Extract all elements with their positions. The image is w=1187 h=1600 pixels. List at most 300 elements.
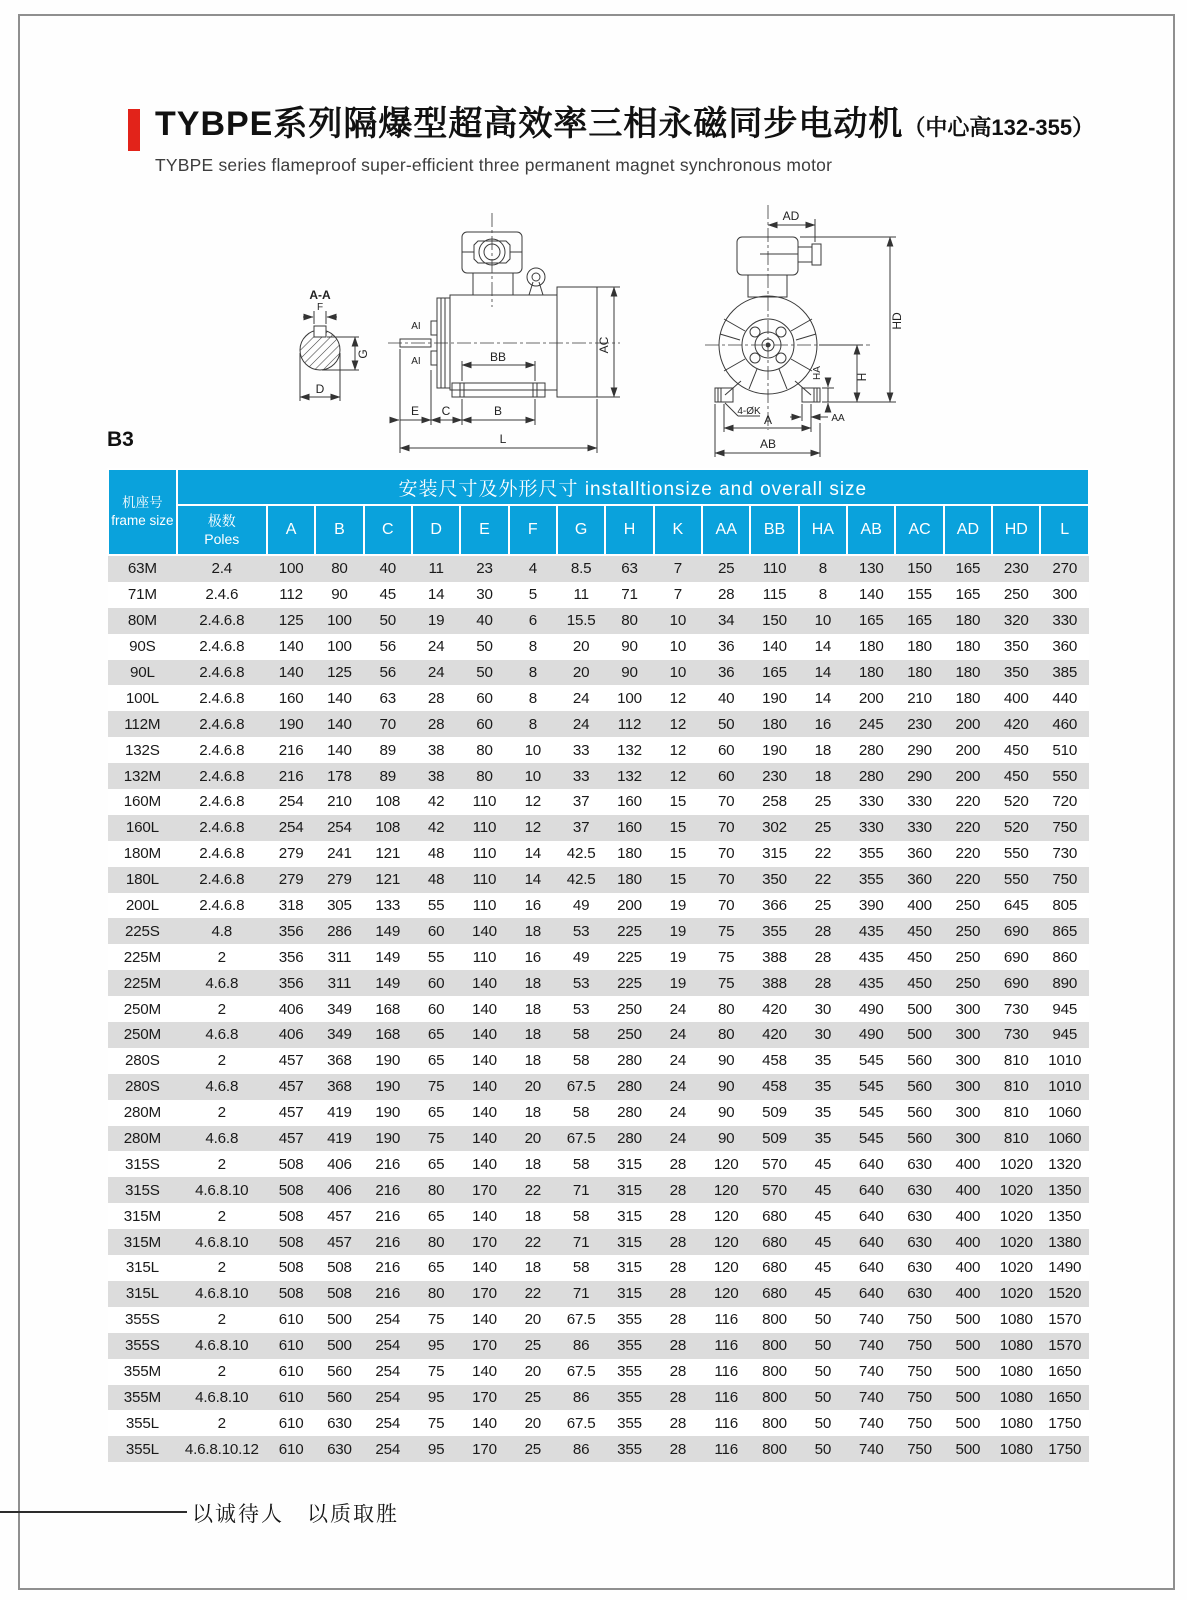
table-cell: 149 [375, 922, 401, 940]
table-cell: 805 [1052, 897, 1078, 915]
table-cell: 400 [955, 1285, 981, 1303]
table-cell: 2.4.6.8 [199, 845, 245, 863]
table-cell: 100 [327, 638, 352, 656]
table-row [108, 841, 1089, 867]
table-cell: 2.4.6.8 [199, 871, 245, 889]
table-cell: 28 [669, 1181, 687, 1199]
table-row [108, 555, 1089, 582]
table-cell: 67.5 [566, 1130, 596, 1148]
table-cell: 457 [278, 1052, 304, 1070]
table-cell: 18 [524, 1000, 542, 1018]
dim-4K-label: 4-ØK [737, 406, 761, 417]
table-cell: 63 [379, 689, 397, 707]
table-cell: 86 [572, 1440, 590, 1458]
table-cell: 48 [427, 871, 445, 889]
table-cell: 500 [955, 1414, 981, 1432]
table-cell: 90 [717, 1052, 735, 1070]
table-cell: 200L [125, 897, 159, 915]
table-cell: 865 [1052, 922, 1078, 940]
table-cell: 71 [572, 1285, 590, 1303]
table-cell: 58 [572, 1207, 590, 1225]
table-cell: 14 [524, 845, 542, 863]
table-cell: 165 [858, 612, 884, 630]
shaft-section-view [300, 288, 370, 401]
table-cell: 22 [524, 1181, 542, 1199]
table-cell: 356 [278, 974, 304, 992]
dim-AA-label: AA [831, 413, 845, 424]
page-subtitle: TYBPE series flameproof super-efficient three permanent magnet synchronous motor [155, 155, 833, 175]
table-cell: 165 [907, 612, 932, 630]
table-cell: 33 [572, 741, 590, 759]
table-cell: 140 [327, 689, 352, 707]
table-cell: 28 [814, 974, 832, 992]
table-cell: 120 [713, 1155, 739, 1173]
table-cell: 65 [427, 1207, 445, 1225]
table-cell: 132 [617, 741, 642, 759]
mounting-code-label: B3 [107, 428, 134, 451]
table-cell: 24 [427, 664, 445, 681]
table-row [108, 1333, 1089, 1359]
table-cell: 22 [524, 1233, 542, 1251]
table-cell: 22 [814, 845, 832, 863]
table-cell: 40 [379, 560, 397, 578]
table-cell: 11 [428, 560, 444, 578]
table-cell: 140 [278, 638, 304, 656]
table-cell: 1570 [1048, 1311, 1082, 1329]
table-cell: 28 [669, 1388, 687, 1406]
table-cell: 30 [814, 1026, 832, 1044]
column-header: K [654, 505, 702, 555]
table-row [108, 918, 1089, 944]
table-cell: 53 [572, 974, 590, 992]
table-cell: 450 [907, 922, 932, 940]
table-cell: 18 [524, 1155, 542, 1173]
table-cell: 2 [217, 1207, 226, 1225]
table-cell: 24 [669, 1026, 687, 1044]
table-cell: 53 [572, 922, 590, 940]
table-row [108, 789, 1089, 815]
table-cell: 460 [1052, 715, 1078, 733]
table-cell: 19 [669, 922, 687, 940]
table-cell: 730 [1003, 1026, 1029, 1044]
table-cell: 560 [907, 1104, 932, 1122]
table-cell: 4.6.8 [205, 1026, 239, 1044]
table-cell: 457 [278, 1130, 304, 1148]
table-cell: 302 [762, 819, 787, 837]
table-row [108, 1048, 1089, 1074]
table-cell: 190 [278, 715, 304, 733]
table-row [108, 763, 1089, 789]
table-cell: 349 [327, 1026, 352, 1044]
table-cell: 18 [524, 1259, 542, 1277]
table-cell: 406 [327, 1155, 352, 1173]
table-cell: 112 [617, 715, 642, 733]
table-cell: 2.4.6.8 [199, 793, 245, 811]
table-cell: 24 [427, 638, 445, 656]
table-cell: 24 [669, 1130, 687, 1148]
table-cell: 12 [669, 715, 687, 733]
table-cell: 89 [379, 741, 397, 759]
poles-header-en: Poles [204, 531, 240, 547]
table-cell: 610 [278, 1311, 304, 1329]
table-cell: 311 [327, 948, 352, 966]
table-cell: 80 [717, 1000, 735, 1018]
table-cell: 30 [814, 1000, 832, 1018]
table-cell: 490 [858, 1026, 884, 1044]
table-cell: 500 [955, 1337, 981, 1355]
table-cell: 24 [669, 1078, 687, 1096]
table-cell: 60 [427, 974, 445, 992]
table-cell: 800 [762, 1440, 787, 1458]
table-cell: 120 [713, 1285, 739, 1303]
table-cell: 630 [907, 1285, 932, 1303]
table-cell: 110 [472, 845, 497, 863]
table-cell: 315L [125, 1259, 159, 1277]
table-cell: 180 [907, 664, 932, 681]
table-cell: 509 [762, 1104, 787, 1122]
table-cell: 225 [617, 922, 642, 940]
table-cell: 750 [1052, 819, 1078, 837]
table-cell: 20 [524, 1414, 542, 1432]
table-cell: 180M [123, 845, 161, 863]
table-cell: 37 [572, 819, 590, 837]
dim-D-label: D [315, 382, 325, 396]
table-cell: 318 [278, 897, 304, 915]
table-cell: 300 [955, 1130, 981, 1148]
table-cell: 1750 [1048, 1440, 1082, 1458]
table-cell: 90 [621, 664, 638, 681]
table-cell: 216 [278, 741, 304, 759]
dim-G-label: G [356, 349, 370, 359]
table-cell: 810 [1003, 1078, 1029, 1096]
table-cell: 65 [427, 1052, 445, 1070]
table-cell: 2.4.6.8 [199, 612, 245, 630]
table-cell: 60 [427, 1000, 445, 1018]
table-cell: 40 [476, 612, 493, 630]
table-cell: 315M [123, 1207, 161, 1225]
table-cell: 220 [955, 819, 981, 837]
table-cell: 435 [858, 922, 884, 940]
table-cell: 45 [814, 1259, 832, 1277]
table-cell: 25 [524, 1337, 542, 1355]
table-cell: 640 [858, 1259, 884, 1277]
table-cell: 50 [379, 612, 397, 630]
table-cell: 1020 [999, 1207, 1033, 1225]
table-cell: 180 [858, 664, 884, 681]
table-cell: 280S [125, 1052, 160, 1070]
table-row [108, 1074, 1089, 1100]
table-cell: 50 [814, 1440, 832, 1458]
table-cell: 120 [713, 1181, 739, 1199]
table-cell: 690 [1003, 974, 1029, 992]
table-cell: 1750 [1048, 1414, 1082, 1432]
table-cell: 400 [1003, 689, 1029, 707]
table-cell: 280 [858, 767, 884, 785]
dimension-table [107, 468, 1090, 1462]
table-cell: 640 [858, 1207, 884, 1225]
table-cell: 112 [279, 586, 303, 604]
poles-header [177, 505, 267, 555]
table-cell: 14 [814, 689, 832, 707]
table-cell: 680 [762, 1207, 787, 1225]
table-cell: 120 [713, 1259, 739, 1277]
dim-HD-label: HD [890, 312, 904, 330]
dim-AB-label: AB [759, 437, 777, 451]
table-row [108, 582, 1089, 608]
table-cell: 110 [762, 560, 787, 578]
dim-E-label: E [410, 404, 420, 418]
table-cell: 50 [476, 638, 493, 656]
table-row [108, 1126, 1089, 1152]
table-cell: 18 [524, 974, 542, 992]
table-cell: 50 [814, 1311, 832, 1329]
table-cell: 63 [621, 560, 638, 578]
table-cell: 25 [717, 560, 735, 578]
table-cell: 4.8 [211, 922, 233, 940]
table-cell: 28 [427, 689, 445, 707]
table-row [108, 1151, 1089, 1177]
table-cell: 1350 [1048, 1207, 1082, 1225]
table-cell: 1350 [1048, 1181, 1082, 1199]
table-cell: 355 [617, 1414, 642, 1432]
column-header: AC [895, 505, 943, 555]
table-cell: 28 [669, 1259, 687, 1277]
table-cell: 560 [327, 1388, 352, 1406]
table-cell: 56 [379, 638, 397, 656]
table-cell: 42.5 [566, 871, 596, 889]
table-cell: 355L [125, 1440, 159, 1458]
table-cell: 945 [1052, 1000, 1078, 1018]
table-cell: 149 [375, 948, 401, 966]
table-cell: 315S [125, 1181, 160, 1199]
table-cell: 180L [125, 871, 159, 889]
table-cell: 20 [524, 1130, 542, 1148]
table-row [108, 634, 1089, 660]
column-header: AD [944, 505, 992, 555]
table-cell: 20 [524, 1078, 542, 1096]
table-cell: 50 [476, 664, 493, 681]
table-cell: 35 [814, 1078, 832, 1096]
column-header: H [605, 505, 653, 555]
table-cell: 170 [472, 1233, 497, 1251]
table-cell: 420 [1003, 715, 1029, 733]
table-cell: 22 [524, 1285, 542, 1303]
table-row [108, 1100, 1089, 1126]
table-cell: 4 [528, 560, 537, 578]
table-cell: 28 [669, 1285, 687, 1303]
table-cell: 65 [427, 1259, 445, 1277]
table-cell: 210 [327, 793, 352, 811]
table-cell: 640 [858, 1181, 884, 1199]
table-row [108, 1022, 1089, 1048]
table-cell: 250 [955, 974, 981, 992]
column-header: A [267, 505, 315, 555]
table-cell: 12 [669, 767, 687, 785]
table-cell: 90 [621, 638, 638, 656]
table-cell: 450 [1003, 741, 1029, 759]
table-cell: 270 [1052, 560, 1078, 578]
table-cell: 279 [327, 871, 352, 889]
table-cell: 225 [617, 974, 642, 992]
table-cell: 1080 [999, 1388, 1033, 1406]
group-header: 安装尺寸及外形尺寸 installtionsize and overall size [177, 469, 1089, 505]
table-cell: 730 [1003, 1000, 1029, 1018]
table-cell: 279 [278, 845, 304, 863]
table-cell: 75 [717, 922, 735, 940]
table-cell: 355 [617, 1388, 642, 1406]
table-cell: 160 [617, 819, 642, 837]
table-cell: 4.6.8 [205, 1078, 239, 1096]
table-cell: 890 [1052, 974, 1078, 992]
table-cell: 160L [125, 819, 159, 837]
table-cell: 71 [572, 1233, 590, 1251]
table-cell: 400 [907, 897, 932, 915]
table-cell: 2.4.6.8 [199, 664, 245, 681]
table-cell: 645 [1003, 897, 1029, 915]
table-row [108, 815, 1089, 841]
table-cell: 58 [572, 1104, 590, 1122]
column-header: D [412, 505, 460, 555]
table-cell: 190 [375, 1104, 401, 1122]
table-cell: 10 [669, 612, 687, 630]
column-header: F [509, 505, 557, 555]
dim-BB-label: BB [489, 350, 507, 364]
table-cell: 315 [617, 1181, 642, 1199]
dim-B-label: B [493, 404, 503, 418]
table-cell: 140 [762, 638, 787, 656]
table-cell: 190 [375, 1078, 401, 1096]
table-cell: 28 [669, 1207, 687, 1225]
section-label: A-A [309, 288, 331, 302]
table-cell: 60 [476, 689, 493, 707]
table-row [108, 685, 1089, 711]
table-cell: 49 [572, 948, 590, 966]
table-cell: 33 [572, 767, 590, 785]
table-cell: 457 [327, 1207, 352, 1225]
table-cell: 45 [814, 1233, 832, 1251]
table-cell: 450 [1003, 767, 1029, 785]
table-cell: 155 [907, 586, 932, 604]
table-cell: 140 [472, 1363, 497, 1381]
table-cell: 420 [762, 1000, 787, 1018]
table-cell: 254 [278, 793, 304, 811]
table-row [108, 608, 1089, 634]
table-cell: 400 [955, 1207, 981, 1225]
table-cell: 48 [427, 845, 445, 863]
table-cell: 170 [472, 1388, 497, 1406]
table-cell: 100L [125, 689, 159, 707]
table-cell: 115 [762, 586, 787, 604]
table-cell: 25 [814, 819, 832, 837]
table-cell: 2.4.6.8 [199, 689, 245, 707]
table-cell: 509 [762, 1130, 787, 1148]
table-cell: 116 [714, 1414, 738, 1432]
table-cell: 116 [714, 1440, 738, 1458]
table-cell: 90 [717, 1078, 735, 1096]
table-cell: 18 [524, 1052, 542, 1070]
table-cell: 610 [278, 1363, 304, 1381]
table-cell: 165 [955, 586, 981, 604]
table-cell: 160M [123, 793, 161, 811]
table-cell: 300 [955, 1026, 981, 1044]
table-cell: 5 [528, 586, 537, 604]
table-cell: 18 [524, 1207, 542, 1225]
table-cell: 1010 [1048, 1078, 1082, 1096]
table-cell: 14 [427, 586, 445, 604]
table-cell: 15 [669, 871, 687, 889]
table-cell: 45 [814, 1207, 832, 1225]
table-cell: 388 [762, 974, 787, 992]
table-cell: 180 [955, 638, 981, 656]
table-cell: 216 [375, 1181, 401, 1199]
table-cell: 8 [818, 560, 827, 578]
table-cell: 75 [427, 1363, 445, 1381]
table-cell: 1020 [999, 1181, 1033, 1199]
table-cell: 230 [1003, 560, 1029, 578]
table-cell: 750 [907, 1414, 932, 1432]
table-cell: 315 [617, 1285, 642, 1303]
table-cell: 28 [669, 1363, 687, 1381]
table-cell: 350 [1003, 664, 1029, 681]
table-cell: 250M [123, 1026, 161, 1044]
dim-AD-label: AD [782, 209, 800, 223]
table-cell: 53 [572, 1000, 590, 1018]
table-cell: 15.5 [566, 612, 596, 630]
table-cell: 35 [814, 1052, 832, 1070]
table-cell: 1650 [1048, 1388, 1082, 1406]
table-cell: 50 [814, 1388, 832, 1406]
table-cell: 110 [472, 897, 497, 915]
table-cell: 2 [217, 948, 226, 966]
table-cell: 230 [907, 715, 932, 733]
table-cell: 360 [907, 871, 932, 889]
table-cell: 216 [375, 1155, 401, 1173]
table-cell: 356 [278, 922, 304, 940]
table-cell: 70 [717, 845, 735, 863]
table-cell: 4.6.8.10.12 [184, 1440, 259, 1458]
table-cell: 315L [125, 1285, 159, 1303]
table-cell: 28 [427, 715, 445, 733]
table-cell: 210 [907, 689, 932, 707]
table-cell: 860 [1052, 948, 1078, 966]
table-cell: 250 [955, 948, 981, 966]
table-cell: 4.6.8.10 [195, 1337, 249, 1355]
table-cell: 400 [955, 1155, 981, 1173]
table-row [108, 1255, 1089, 1281]
table-cell: 65 [427, 1155, 445, 1173]
table-cell: 140 [472, 1104, 497, 1122]
table-cell: 108 [375, 793, 401, 811]
table-cell: 116 [714, 1363, 738, 1381]
table-cell: 180 [617, 845, 642, 863]
table-cell: 545 [858, 1052, 884, 1070]
table-cell: 356 [278, 948, 304, 966]
table-cell: 419 [327, 1104, 352, 1122]
table-cell: 300 [955, 1052, 981, 1070]
table-cell: 116 [714, 1311, 738, 1329]
table-cell: 225M [123, 974, 161, 992]
table-cell: 140 [472, 922, 497, 940]
table-cell: 42 [427, 793, 445, 811]
table-cell: 355S [125, 1337, 160, 1355]
table-cell: 70 [717, 793, 735, 811]
table-cell: 10 [669, 664, 687, 681]
table-cell: 42 [427, 819, 445, 837]
table-cell: 250 [617, 1026, 642, 1044]
table-cell: 150 [907, 560, 932, 578]
table-row [108, 996, 1089, 1022]
table-cell: 630 [907, 1155, 932, 1173]
